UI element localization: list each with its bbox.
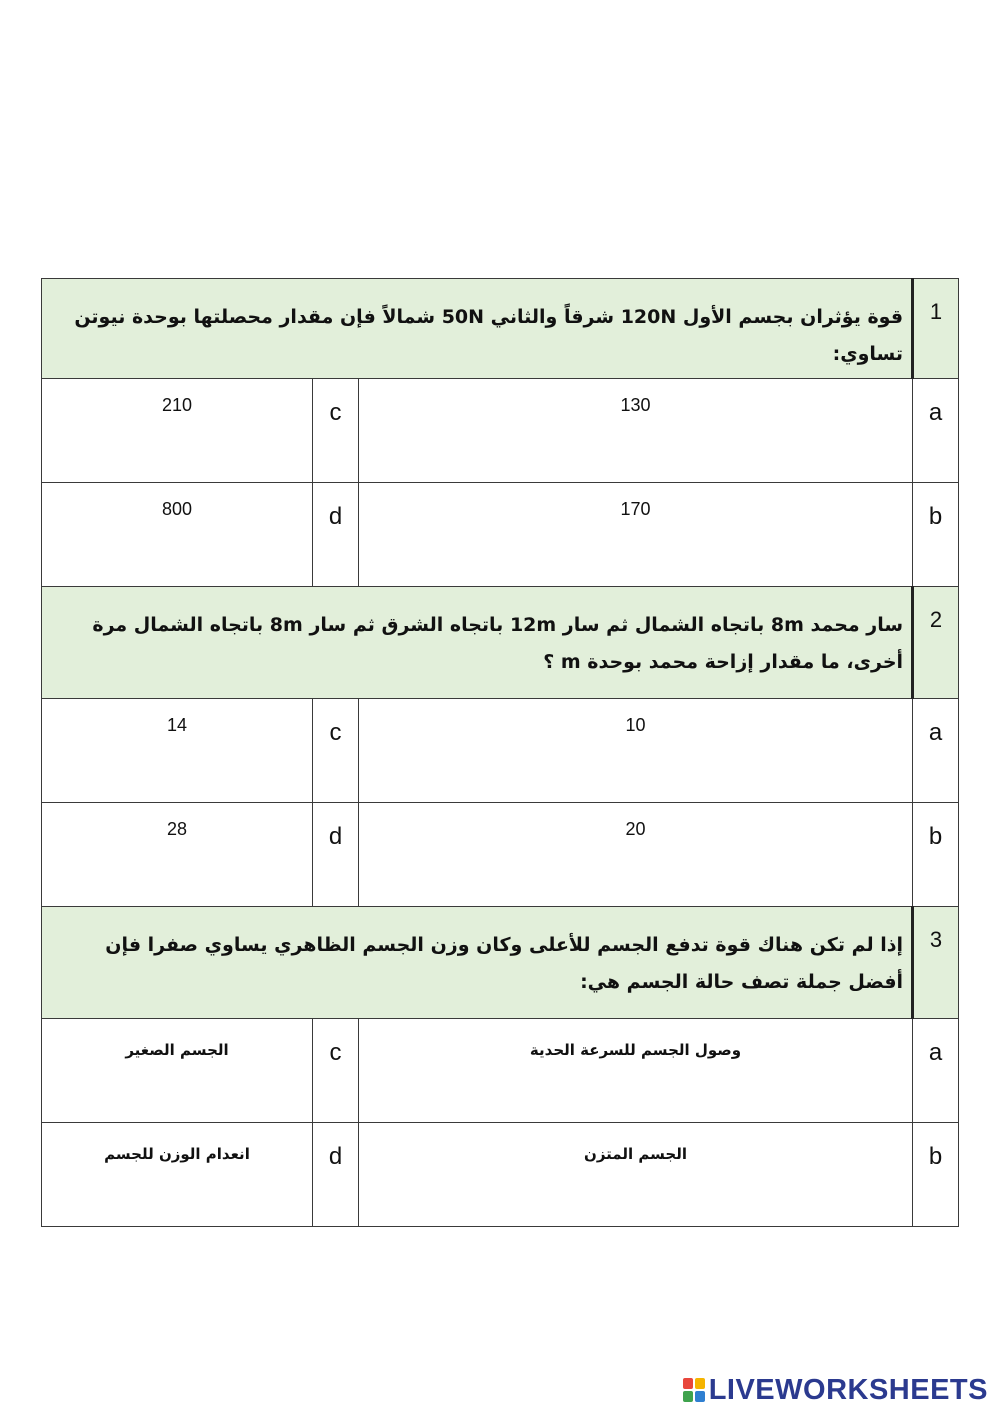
option-a-answer[interactable]: وصول الجسم للسرعة الحدية xyxy=(359,1019,913,1123)
option-a-answer[interactable]: 10 xyxy=(359,699,913,803)
question-number: 3 xyxy=(913,907,959,1019)
question-cell xyxy=(42,587,913,699)
logo-text: LIVEWORKSHEETS xyxy=(708,1373,988,1406)
answer-row xyxy=(42,803,959,907)
option-a-letter: a xyxy=(913,1019,959,1123)
option-c-answer[interactable]: 210 xyxy=(42,379,313,483)
answer-row xyxy=(42,483,959,587)
question-row xyxy=(42,587,959,699)
option-d-answer[interactable]: 800 xyxy=(42,483,313,587)
option-c-answer[interactable]: الجسم الصغير xyxy=(42,1019,313,1123)
option-a-letter: a xyxy=(913,699,959,803)
logo-mark-square xyxy=(683,1391,693,1402)
answer-row xyxy=(42,699,959,803)
option-b-letter: b xyxy=(913,483,959,587)
option-d-answer[interactable]: انعدام الوزن للجسم xyxy=(42,1123,313,1227)
option-b-answer[interactable]: 20 xyxy=(359,803,913,907)
option-a-answer[interactable]: 130 xyxy=(359,379,913,483)
question-cell xyxy=(42,279,913,379)
option-d-letter: d xyxy=(313,803,359,907)
answer-row xyxy=(42,1123,959,1227)
logo-mark-square xyxy=(695,1378,705,1389)
question-text: إذا لم تكن هناك قوة تدفع الجسم للأعلى وكان وزن الجسم الظاهري يساوي صفرا فإن أفضل جملة تصف حالة الجسم هي: xyxy=(105,934,904,993)
question-text: سار محمد 8m باتجاه الشمال ثم سار 12m باتجاه الشرق ثم سار 8m باتجاه الشمال مرة أخرى، ما مقدار إزاحة محمد بوحدة m ؟ xyxy=(92,614,904,673)
option-c-answer[interactable]: 14 xyxy=(42,699,313,803)
option-b-letter: b xyxy=(913,803,959,907)
question-cell xyxy=(42,907,913,1019)
option-b-answer[interactable]: الجسم المتزن xyxy=(359,1123,913,1227)
logo-mark-square xyxy=(695,1391,705,1402)
quiz-table xyxy=(41,278,959,1227)
logo-mark-icon xyxy=(683,1378,705,1402)
question-row xyxy=(42,907,959,1019)
option-c-letter: c xyxy=(313,379,359,483)
option-b-answer[interactable]: 170 xyxy=(359,483,913,587)
answer-row xyxy=(42,1019,959,1123)
option-d-letter: d xyxy=(313,483,359,587)
option-d-answer[interactable]: 28 xyxy=(42,803,313,907)
option-c-letter: c xyxy=(313,699,359,803)
option-a-letter: a xyxy=(913,379,959,483)
question-text: قوة يؤثران بجسم الأول 120N شرقاً والثاني 50N شمالاً فإن مقدار محصلتها بوحدة نيوتن تساوي: xyxy=(74,306,904,365)
option-d-letter: d xyxy=(313,1123,359,1227)
liveworksheets-logo[interactable] xyxy=(683,1373,988,1407)
logo-mark-square xyxy=(683,1378,693,1389)
option-b-letter: b xyxy=(913,1123,959,1227)
question-row xyxy=(42,279,959,379)
option-c-letter: c xyxy=(313,1019,359,1123)
question-number: 1 xyxy=(913,279,959,379)
question-number: 2 xyxy=(913,587,959,699)
answer-row xyxy=(42,379,959,483)
